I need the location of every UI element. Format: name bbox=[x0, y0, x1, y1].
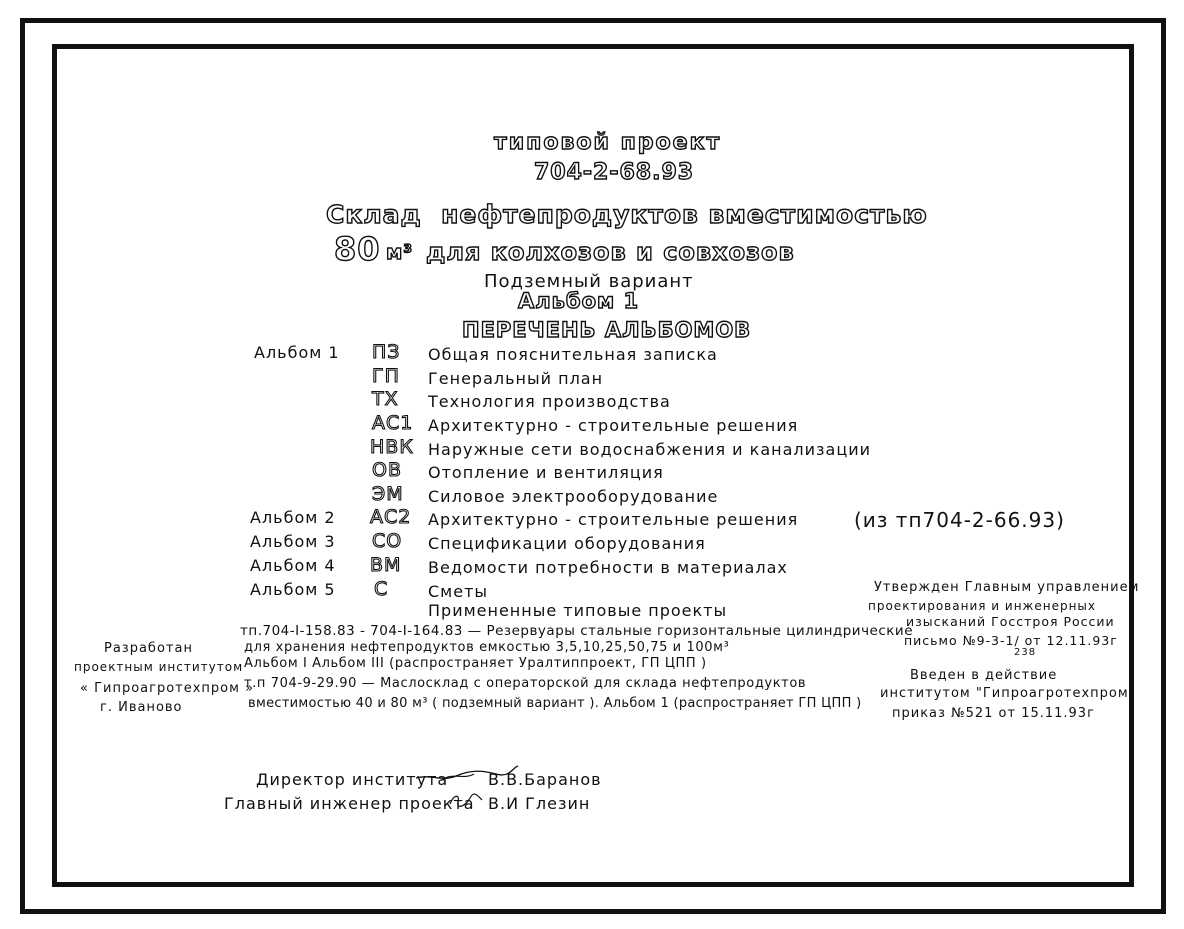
section-code: ТХ bbox=[372, 388, 399, 410]
section-name: Общая пояснительная записка bbox=[428, 345, 718, 364]
approval-line-2: проектирования и инженерных bbox=[868, 599, 1097, 613]
section-name: Отопление и вентиляция bbox=[428, 463, 664, 482]
variant-label: Подземный вариант bbox=[484, 271, 694, 292]
section-code: ОВ bbox=[372, 459, 402, 481]
approval-line-1: Утвержден Главным управлением bbox=[874, 580, 1140, 595]
approval-line-4: письмо №9-3-1/ от 12.11.93г bbox=[904, 633, 1118, 648]
album-number: Альбом 4 bbox=[250, 556, 336, 575]
title-number: 80 bbox=[334, 230, 381, 268]
section-code: ПЗ bbox=[372, 341, 401, 363]
section-code: С bbox=[374, 578, 389, 600]
album-number: Альбом 5 bbox=[250, 580, 336, 599]
title-unit: м³ bbox=[386, 240, 414, 264]
list-heading: ПЕРЕЧЕНЬ АЛЬБОМОВ bbox=[462, 318, 752, 342]
developer-line-2: проектным институтом bbox=[74, 660, 244, 674]
section-code: СО bbox=[372, 530, 403, 552]
section-name: Ведомости потребности в материалах bbox=[428, 558, 788, 577]
section-name: Архитектурно - строительные решения bbox=[428, 510, 799, 529]
title-line-2: для колхозов и совхозов bbox=[426, 238, 795, 266]
approval-line-5: Введен в действие bbox=[910, 668, 1058, 683]
project-number: 704-2-68.93 bbox=[534, 160, 695, 185]
applied-line-1: тп.704-I-158.83 - 704-I-164.83 — Резервуары стальные горизонтальные цилиндрические bbox=[240, 623, 914, 639]
album-number: Альбом 3 bbox=[250, 532, 336, 551]
title-line-1: Склад нефтепродуктов вместимостью bbox=[326, 200, 928, 229]
section-name: Технология производства bbox=[428, 392, 671, 411]
applied-line-3: Альбом I Альбом III (распространяет Уралтиппроект, ГП ЦПП ) bbox=[244, 656, 707, 671]
section-name: Силовое электрооборудование bbox=[428, 487, 719, 506]
section-code: ГП bbox=[372, 365, 400, 387]
developer-line-4: г. Иваново bbox=[100, 700, 183, 715]
section-name: Генеральный план bbox=[428, 369, 604, 388]
approval-line-7: приказ №521 от 15.11.93г bbox=[892, 706, 1095, 721]
chief-engineer-name: В.И Глезин bbox=[488, 794, 591, 813]
applied-heading: Примененные типовые проекты bbox=[428, 601, 728, 620]
applied-line-4: т.п 704-9-29.90 — Маслосклад с операторской для склада нефтепродуктов bbox=[244, 676, 807, 691]
section-note: (из тп704-2-66.93) bbox=[854, 508, 1065, 532]
applied-line-2: для хранения нефтепродуктов емкостью 3,5,10,25,50,75 и 100м³ bbox=[244, 640, 730, 655]
section-name: Спецификации оборудования bbox=[428, 534, 706, 553]
chief-engineer-signature bbox=[446, 790, 486, 812]
director-name: В.В.Баранов bbox=[488, 770, 602, 789]
project-type: типовой проект bbox=[494, 130, 722, 155]
album-number: Альбом 1 bbox=[254, 343, 340, 362]
approval-line-6: институтом "Гипроагротехпром" bbox=[880, 686, 1136, 701]
section-code: ЭМ bbox=[372, 483, 404, 505]
developer-line-3: « Гипроагротехпром » bbox=[80, 681, 255, 696]
section-code: АС1 bbox=[372, 412, 414, 434]
applied-line-5: вместимостью 40 и 80 м³ ( подземный вариант ). Альбом 1 (распространяет ГП ЦПП ) bbox=[248, 696, 862, 711]
section-code: АС2 bbox=[370, 506, 412, 528]
section-code: НВК bbox=[370, 436, 414, 458]
chief-engineer-label: Главный инженер проекта bbox=[224, 794, 475, 813]
approval-line-3: изысканий Госстроя России bbox=[906, 614, 1115, 629]
director-label: Директор института bbox=[256, 770, 449, 789]
section-name: Архитектурно - строительные решения bbox=[428, 416, 799, 435]
section-name: Наружные сети водоснабжения и канализации bbox=[428, 440, 872, 459]
album-number: Альбом 2 bbox=[250, 508, 336, 527]
section-code: ВМ bbox=[370, 554, 402, 576]
section-name: Сметы bbox=[428, 582, 489, 601]
album-label: Альбом 1 bbox=[518, 289, 640, 313]
approval-line-4-index: 238 bbox=[1014, 647, 1037, 658]
developer-line-1: Разработан bbox=[104, 641, 193, 656]
